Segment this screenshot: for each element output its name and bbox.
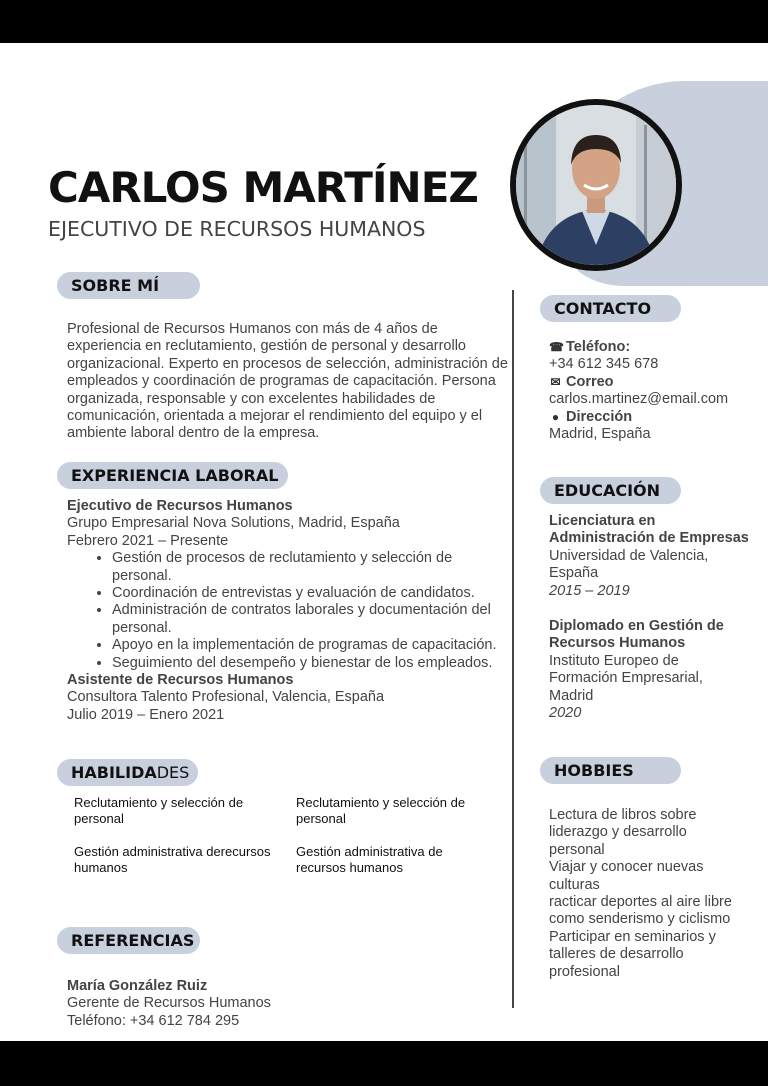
- globe-icon: ●: [551, 409, 560, 424]
- hobby-item: Participar en seminarios y talleres de desarrollo profesional: [549, 928, 716, 980]
- email-value[interactable]: carlos.martinez@email.com: [549, 391, 729, 408]
- job-company: Consultora Talento Profesional, Valencia, España: [67, 689, 385, 706]
- contact-block: [549, 339, 764, 443]
- edu-school: Universidad de Valencia, España: [549, 547, 709, 582]
- job-bullet: • Seguimiento del desempeño y bienestar de los empleados.: [112, 655, 512, 672]
- address-value: Madrid, España: [549, 426, 651, 443]
- resume-page: [0, 43, 768, 1041]
- section-heading-about: SOBRE MÍ: [57, 272, 200, 299]
- about-text: Profesional de Recursos Humanos con más de 4 años de experiencia en reclutamiento, gestión de personal y desarrollo organizacional. Experto en procesos de selección, administración de empleados y coordinación de programas de capacitación. Persona organizada, responsable y con excelentes habilidades de comunicación, orientada a mejorar el rendimiento del equipo y el ambiente laboral dentro de la empresa.: [67, 321, 508, 442]
- job-bullets: [67, 550, 512, 672]
- skill-item: Gestión administrativa de recursos humanos: [296, 844, 443, 875]
- candidate-name: CARLOS MARTÍNEZ: [48, 163, 478, 212]
- experience-list: [67, 498, 512, 724]
- reference-phone: Teléfono: +34 612 784 295: [67, 1012, 240, 1029]
- edu-degree: Diplomado en Gestión de Recursos Humanos: [549, 618, 724, 652]
- job-company: Grupo Empresarial Nova Solutions, Madrid, España: [67, 515, 400, 532]
- email-label: Correo: [566, 373, 614, 390]
- edu-years: 2015 – 2019: [549, 582, 630, 599]
- candidate-title: EJECUTIVO DE RECURSOS HUMANOS: [48, 217, 426, 241]
- reference-block: [67, 978, 367, 1030]
- mail-icon: ✉: [550, 374, 561, 389]
- hobbies-list: [549, 807, 739, 981]
- section-heading-hobbies: HOBBIES: [540, 757, 681, 784]
- section-heading-references: REFERENCIAS: [57, 927, 200, 954]
- column-divider: [512, 290, 514, 1008]
- edu-degree: Licenciatura en Administración de Empresas: [549, 513, 749, 547]
- job-role: Asistente de Recursos Humanos: [67, 672, 294, 689]
- skills-heading-bold: HABILIDA: [71, 763, 157, 782]
- address-label: Dirección: [566, 408, 633, 425]
- job-role: Ejecutivo de Recursos Humanos: [67, 498, 293, 514]
- hobby-item: racticar deportes al aire libre como senderismo y ciclismo: [549, 894, 732, 928]
- phone-icon: ☎: [549, 340, 564, 354]
- phone-label: Teléfono:: [566, 339, 631, 355]
- job-bullet: • Administración de contratos laborales y documentación del personal.: [112, 602, 512, 637]
- skill-item: Reclutamiento y selección de personal: [296, 795, 466, 826]
- section-heading-experience: EXPERIENCIA LABORAL: [57, 462, 288, 489]
- hobby-item: Lectura de libros sobre liderazgo y desarrollo personal: [549, 807, 697, 858]
- education-list: [549, 513, 749, 722]
- section-heading-skills: [57, 759, 198, 786]
- reference-role: Gerente de Recursos Humanos: [67, 995, 271, 1012]
- skills-heading-light: DES: [156, 763, 190, 782]
- job-bullet: • Apoyo en la implementación de programas de capacitación.: [112, 637, 512, 654]
- profile-photo: [510, 99, 682, 271]
- job-bullet: • Coordinación de entrevistas y evaluación de candidatos.: [112, 585, 512, 602]
- skill-item: Reclutamiento y selección de personal: [74, 795, 244, 826]
- section-heading-education: EDUCACIÓN: [540, 477, 681, 504]
- edu-school: Instituto Europeo de Formación Empresarial, Madrid: [549, 652, 703, 704]
- edu-years: 2020: [549, 705, 582, 722]
- hobby-item: Viajar y conocer nuevas culturas: [549, 859, 704, 893]
- skill-item: Gestión administrativa derecursos humanos: [74, 844, 271, 875]
- section-heading-contact: CONTACTO: [540, 295, 681, 322]
- phone-value[interactable]: +34 612 345 678: [549, 356, 659, 373]
- job-dates: Febrero 2021 – Presente: [67, 532, 229, 549]
- reference-name: María González Ruiz: [67, 978, 208, 994]
- job-dates: Julio 2019 – Enero 2021: [67, 706, 225, 723]
- job-bullet: • Gestión de procesos de reclutamiento y selección de personal.: [112, 550, 512, 585]
